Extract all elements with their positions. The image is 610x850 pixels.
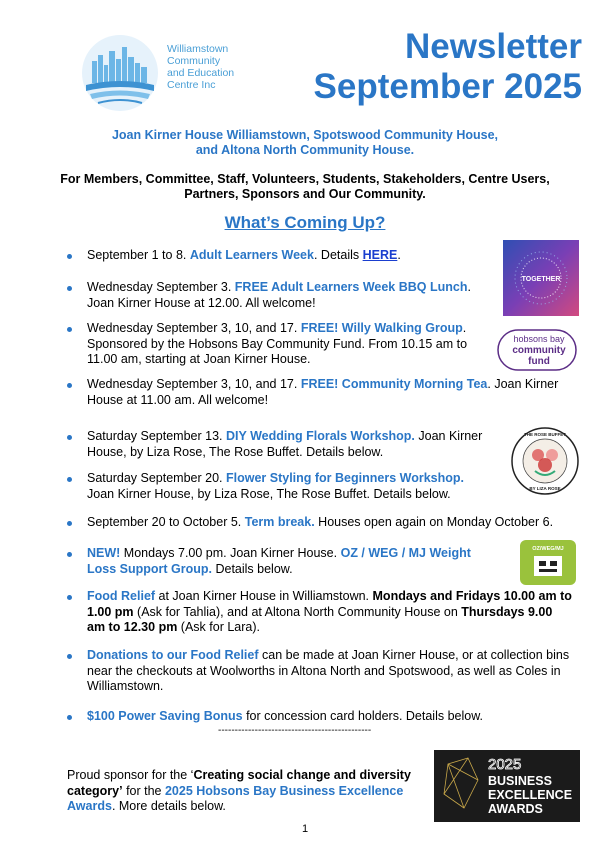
sponsor-bold: Creating social change and diversity [193, 768, 411, 782]
divider: ---------------------------------------------- [218, 725, 372, 736]
sponsor-note [67, 768, 411, 815]
org-name-line: and Education [167, 67, 235, 79]
item-highlight: Adult Learners Week [189, 248, 314, 262]
item-text: can be made at Joan Kirner House, or at collection bins [258, 648, 570, 662]
item-text: Saturday September 13. [87, 429, 226, 443]
houses-subtitle [0, 128, 610, 158]
item-text: House at 11.00 am. All welcome! [87, 392, 269, 407]
sponsor-text: for the [122, 783, 165, 798]
rose-bottom-text: BY LIZA ROSE [529, 486, 561, 491]
item-text: 11.00 am, starting at Joan Kirner House. [87, 352, 311, 366]
rose-top-text: THE ROSE BUFFET [523, 432, 567, 437]
item-highlight: Term break. [244, 515, 315, 529]
item-text: at Joan Kirner House in Williamstown. [155, 589, 373, 603]
item-text: Wednesday September 3, 10, and 17. [87, 377, 301, 391]
section-heading: What’s Coming Up? [224, 213, 386, 232]
item-text: Joan Kirner [414, 429, 483, 443]
bullet [67, 654, 72, 659]
item-text: near the checkouts at Woolworths in Altona North and Spotswood, as well as Coles in [87, 663, 561, 678]
bullet [67, 383, 72, 388]
houses-line: Joan Kirner House Williamstown, Spotswood Community House, [111, 128, 499, 142]
org-name-line: Community [167, 55, 221, 67]
hobsons-bay-community-fund-logo [497, 329, 577, 371]
item-text: Williamstown. [87, 679, 164, 693]
list-item [87, 321, 467, 368]
sponsor-bold: category’ [67, 783, 123, 798]
item-text: Details below. [212, 561, 293, 576]
list-item [87, 248, 401, 264]
item-highlight: FREE! Community Morning Tea [300, 377, 488, 391]
list-item [87, 377, 558, 408]
item-highlight: FREE Adult Learners Week BBQ Lunch [234, 280, 468, 294]
item-text: Wednesday September 3, 10, and 17. [87, 321, 301, 335]
bullet [67, 254, 72, 259]
bullet [67, 595, 72, 600]
item-text: . [467, 280, 471, 294]
houses-line: and Altona North Community House. [195, 143, 415, 157]
item-highlight: Flower Styling for Beginners Workshop. [225, 471, 464, 485]
awards-line-2: EXCELLENCE [488, 788, 573, 802]
bullet [67, 286, 72, 291]
sponsor-highlight: 2025 Hobsons Bay Business Excellence [164, 783, 404, 798]
rose-buffet-logo [511, 427, 579, 495]
business-excellence-awards-image [434, 750, 580, 822]
item-text: . Details [313, 248, 363, 262]
org-name-line: Centre Inc [167, 79, 216, 91]
item-bold: 1.00 pm [87, 604, 134, 619]
audience-text: Partners, Sponsors and Our Community. [184, 187, 426, 201]
bullet [67, 435, 72, 440]
item-highlight: OZ / WEG / MJ Weight [340, 546, 471, 560]
item-text: . [462, 321, 467, 335]
sponsor-text: . More details below. [111, 799, 226, 813]
item-highlight: Loss Support Group. [87, 561, 212, 576]
item-text: Saturday September 20. [87, 471, 226, 485]
item-bold: am to 12.30 pm [87, 620, 178, 634]
hbcf-line-1: hobsons bay [513, 334, 565, 344]
list-item [87, 709, 483, 725]
item-bold: Thursdays 9.00 [461, 604, 553, 619]
audience-line [0, 172, 610, 202]
org-name-line: Williamstown [167, 43, 229, 55]
list-item [87, 280, 471, 311]
wcec-logo [80, 33, 160, 113]
item-text: . Joan Kirner [487, 377, 559, 391]
item-text: Sponsored by the Hobsons Bay Community Fund. From 10.15 am to [87, 336, 468, 351]
item-highlight: FREE! Willy Walking Group [300, 321, 463, 335]
sponsor-highlight: Awards [67, 799, 112, 813]
list-item [87, 546, 471, 577]
hbcf-line-3: fund [528, 356, 550, 367]
item-text: (Ask for Tahlia), and at Altona North Community House on [133, 604, 462, 619]
item-text: September 1 to 8. [87, 248, 190, 262]
page-number: 1 [301, 823, 309, 835]
oz-label: OZ/WEG/MJ [532, 546, 564, 552]
item-highlight: NEW! [87, 546, 121, 560]
awards-line-3: AWARDS [488, 802, 543, 816]
awards-line-1: BUSINESS [488, 774, 552, 788]
oz-weg-logo [520, 540, 576, 585]
item-bold: Mondays and Fridays 10.00 am to [372, 589, 572, 603]
item-text: House, by Liza Rose, The Rose Buffet. Details below. [87, 444, 384, 459]
item-highlight: $100 Power Saving Bonus [87, 709, 243, 723]
item-text: . [397, 248, 401, 262]
item-highlight: Donations to our Food Relief [87, 648, 259, 662]
details-link[interactable]: HERE [362, 248, 398, 262]
together-text: TOGETHER [521, 276, 561, 283]
hbcf-line-2: community [512, 345, 566, 356]
item-text: September 20 to October 5. [87, 515, 245, 529]
item-text: Joan Kirner House, by Liza Rose, The Rose Buffet. Details below. [87, 486, 451, 501]
list-item [87, 471, 464, 502]
sponsor-text: Proud sponsor for the ‘ [67, 768, 194, 782]
item-text: Wednesday September 3. [87, 280, 235, 294]
bullet [67, 327, 72, 332]
item-text: Mondays 7.00 pm. Joan Kirner House. [120, 546, 341, 560]
awards-year: 2025 [488, 756, 522, 773]
item-text: Joan Kirner House at 12.00. All welcome! [87, 295, 316, 310]
newsletter-title [314, 27, 582, 107]
list-item [87, 648, 569, 695]
adult-learners-week-image [503, 240, 579, 316]
item-highlight: Food Relief [87, 589, 156, 603]
title-line-2: September 2025 [313, 67, 582, 106]
audience-text: For Members, Committee, Staff, Volunteers, Students, Stakeholders, Centre Users, [60, 172, 550, 186]
bullet [67, 521, 72, 526]
list-item [87, 515, 553, 531]
bullet [67, 715, 72, 720]
item-text: for concession card holders. Details below. [242, 709, 484, 723]
org-name [167, 43, 234, 91]
item-text: (Ask for Lara). [177, 620, 260, 634]
item-highlight: DIY Wedding Florals Workshop. [225, 429, 415, 443]
list-item [87, 429, 482, 460]
bullet [67, 552, 72, 557]
title-line-1: Newsletter [404, 27, 582, 66]
list-item [87, 589, 572, 636]
bullet [67, 477, 72, 482]
item-text: Houses open again on Monday October 6. [314, 515, 554, 529]
